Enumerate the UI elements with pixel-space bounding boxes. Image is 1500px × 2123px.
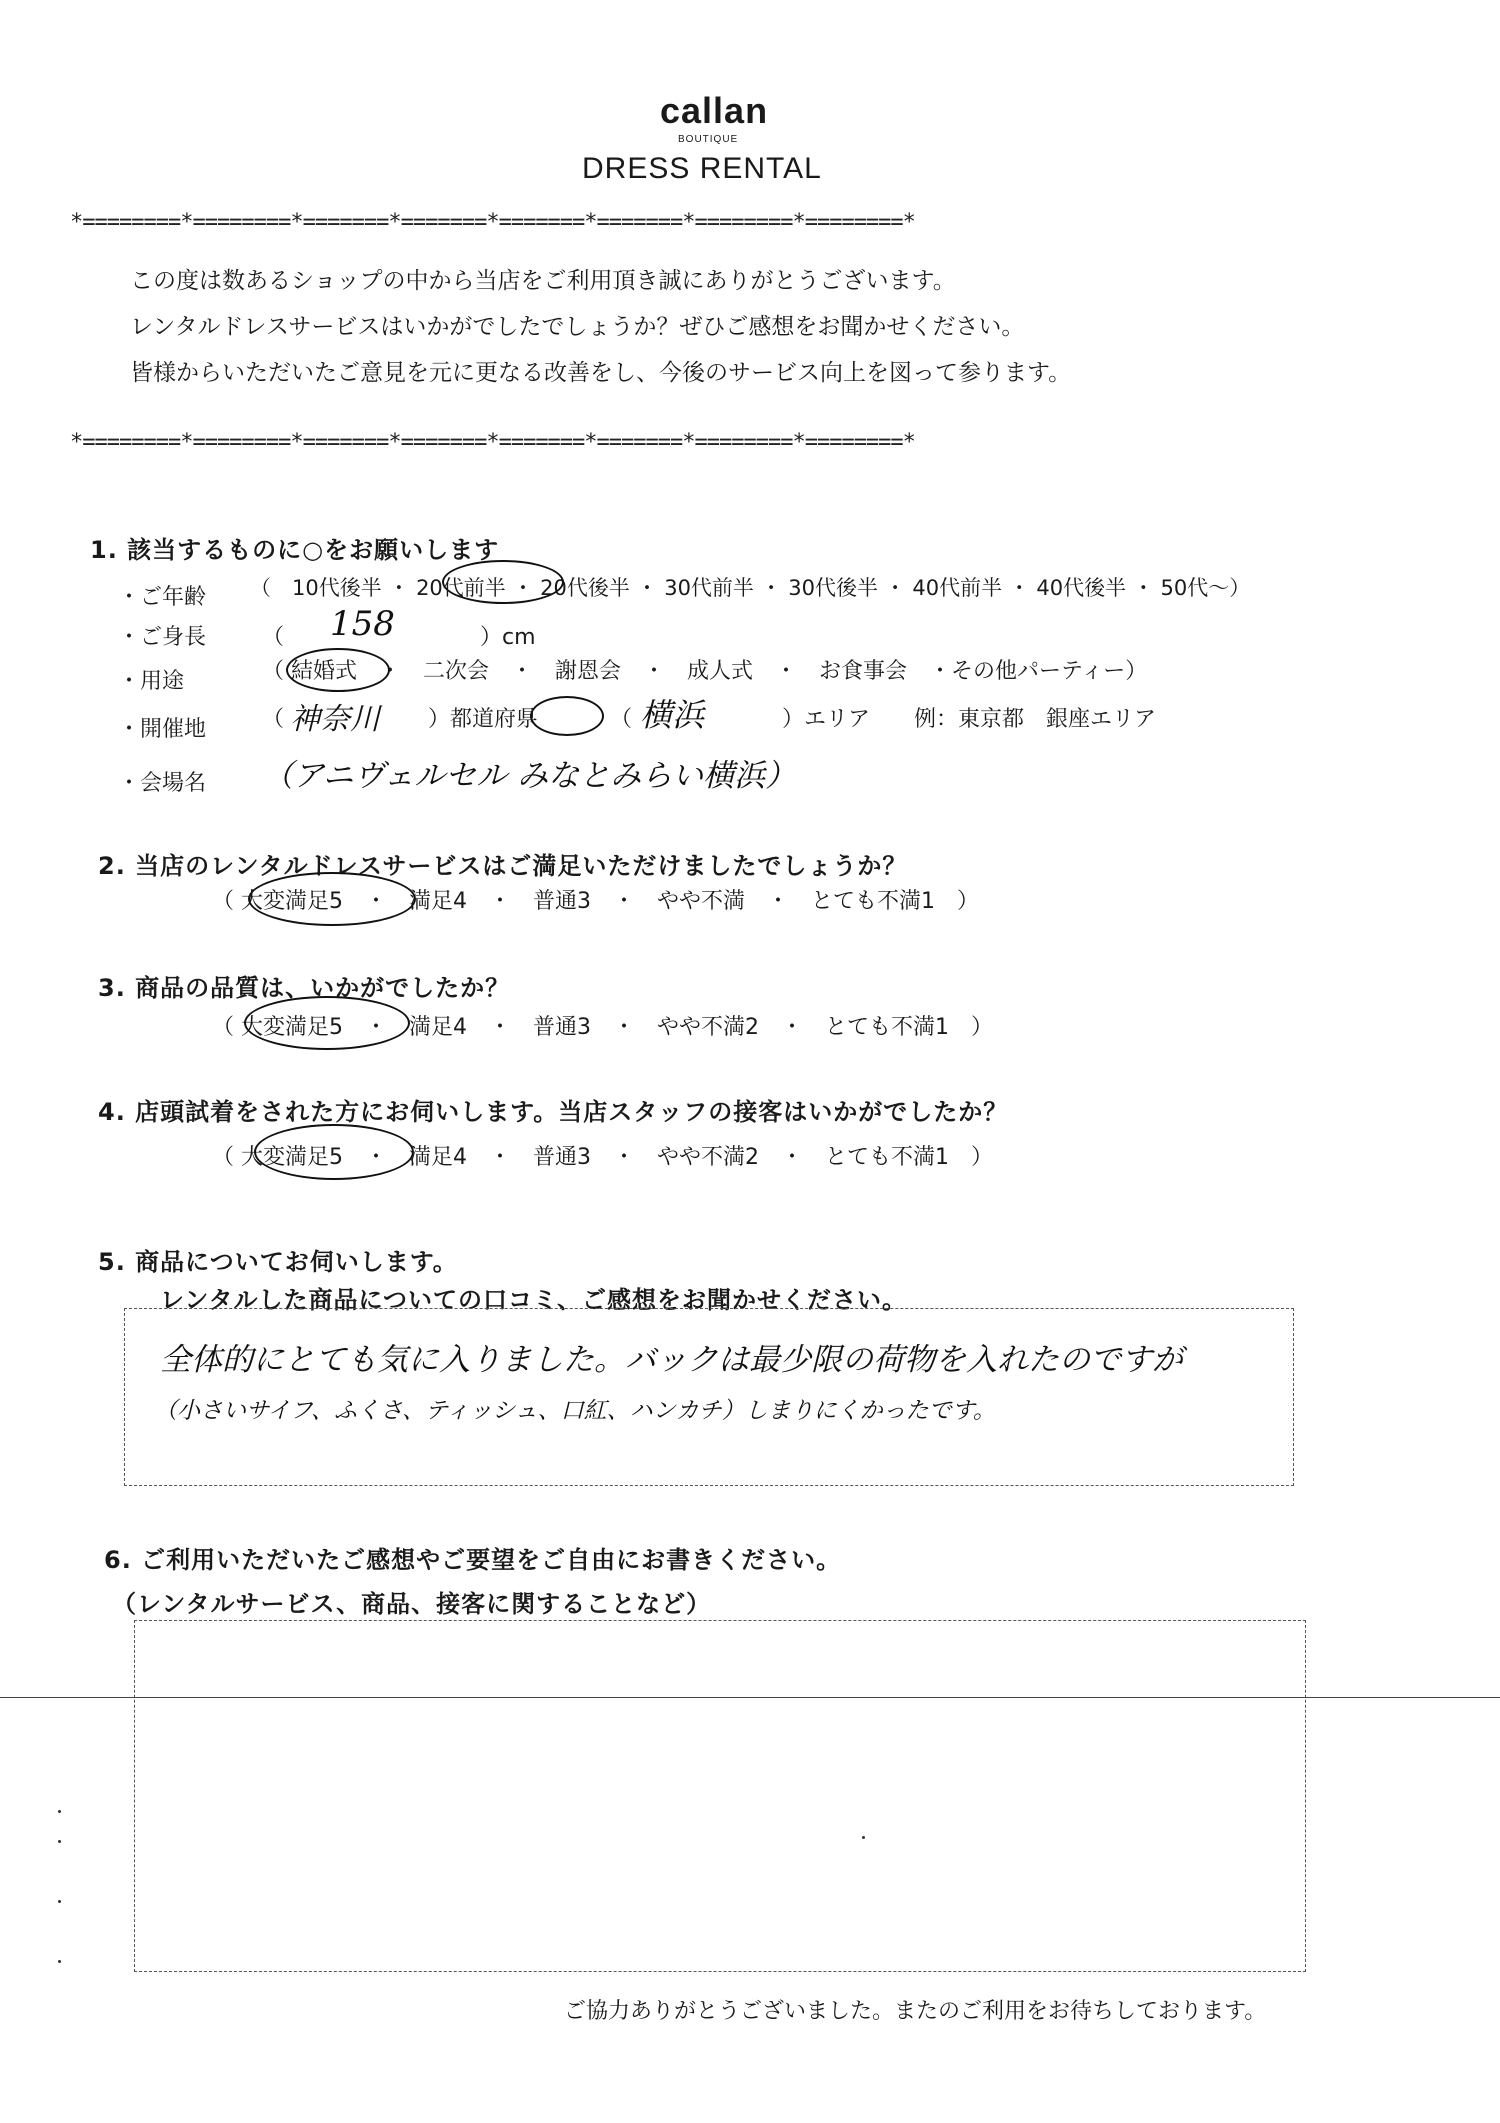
- q4-options: （ 大変満足5 ・ 満足4 ・ 普通3 ・ やや不満2 ・ とても不満1 ）: [212, 1145, 993, 1170]
- use-label: ・用途: [118, 669, 185, 694]
- q3-title: 3. 商品の品質は、いかがでしたか？: [98, 974, 511, 1002]
- scan-speck: [58, 1960, 61, 1963]
- decorative-divider-bottom: *========*========*=======*=======*=======*=======*========*========*: [70, 430, 915, 455]
- q4-title: 4. 店頭試着をされた方にお伺いします。当店スタッフの接客はいかがでしたか？: [98, 1098, 1009, 1126]
- q5-answer-line-2: （小さいサイフ、ふくさ、ティッシュ、口紅、ハンカチ）しまりにくかったです。: [154, 1398, 996, 1424]
- venue-area-open: （: [610, 707, 633, 732]
- age-options: （ 10代後半 ・ 20代前半 ・ 20代後半 ・ 30代前半 ・ 30代後半 ・ 40代前半 ・ 40代後半 ・ 50代～）: [250, 576, 1251, 600]
- footer-thanks: ご協力ありがとうございました。またのご利用をお待ちしております。: [564, 1999, 1267, 2024]
- height-label: ・ご身長: [118, 625, 207, 650]
- page-title: DRESS RENTAL: [582, 152, 822, 185]
- q6-title: 6. ご利用いただいたご感想やご要望をご自由にお書きください。: [104, 1546, 842, 1574]
- decorative-divider-top: *========*========*=======*=======*=======*=======*========*========*: [70, 210, 915, 235]
- venue-pref-circle: [530, 696, 604, 736]
- height-value: 158: [330, 604, 395, 644]
- intro-line-3: 皆様からいただいたご意見を元に更なる改善をし、今後のサービス向上を図って参ります。: [130, 360, 1072, 386]
- use-options: （ 結婚式 ・ 二次会 ・ 謝恩会 ・ 成人式 ・ お食事会 ・その他パーティー）: [262, 659, 1148, 684]
- q2-title: 2. 当店のレンタルドレスサービスはご満足いただけましたでしょうか？: [98, 852, 908, 880]
- scan-speck: [58, 1840, 61, 1843]
- q5-subtitle: レンタルした商品についての口コミ、ご感想をお聞かせください。: [160, 1286, 907, 1314]
- q2-options: （ 大変満足5 ・ 満足4 ・ 普通3 ・ やや不満 ・ とても不満1 ）: [212, 889, 979, 914]
- age-selection-circle: [442, 560, 564, 604]
- q1-title: 1. 該当するものに○をお願いします: [90, 536, 500, 564]
- hall-label: ・会場名: [118, 771, 207, 796]
- venue-pref-open: （: [262, 707, 285, 732]
- scan-speck: [862, 1836, 865, 1839]
- venue-prefecture-value: 神奈川: [290, 702, 380, 737]
- brand-logo: callan: [660, 90, 769, 131]
- scan-speck: [58, 1810, 61, 1813]
- height-paren-open: （: [262, 625, 285, 650]
- age-label: ・ご年齢: [118, 585, 207, 610]
- scan-speck: [58, 1900, 61, 1903]
- intro-line-2: レンタルドレスサービスはいかがでしたでしょうか？ぜひご感想をお聞かせください。: [130, 314, 1025, 340]
- intro-line-1: この度は数あるショップの中から当店をご利用頂き誠にありがとうございます。: [130, 268, 956, 294]
- q6-subtitle: （レンタルサービス、商品、接客に関することなど）: [112, 1590, 712, 1618]
- use-selection-circle: [286, 648, 390, 692]
- venue-area-suffix: ）エリア 例：東京都 銀座エリア: [782, 707, 1157, 732]
- venue-label: ・開催地: [118, 717, 207, 742]
- q6-answer-box: [134, 1620, 1306, 1972]
- q3-options: （ 大変満足5 ・ 満足4 ・ 普通3 ・ やや不満2 ・ とても不満1 ）: [212, 1015, 993, 1040]
- q3-selection-circle: [244, 996, 410, 1050]
- venue-area-value: 横浜: [640, 696, 705, 734]
- hall-value: （アニヴェルセル みなとみらい横浜）: [262, 758, 797, 794]
- venue-pref-suffix: ）都道府県: [428, 707, 539, 732]
- q5-title: 5. 商品についてお伺いします。: [98, 1248, 458, 1276]
- brand-subtitle: BOUTIQUE: [678, 134, 739, 145]
- scan-artifact-line: [0, 1697, 1500, 1698]
- q4-selection-circle: [254, 1124, 414, 1180]
- q5-answer-line-1: 全体的にとても気に入りました。バックは最少限の荷物を入れたのですが: [160, 1342, 1183, 1378]
- q2-selection-circle: [248, 872, 416, 926]
- height-unit: ）cm: [480, 625, 536, 650]
